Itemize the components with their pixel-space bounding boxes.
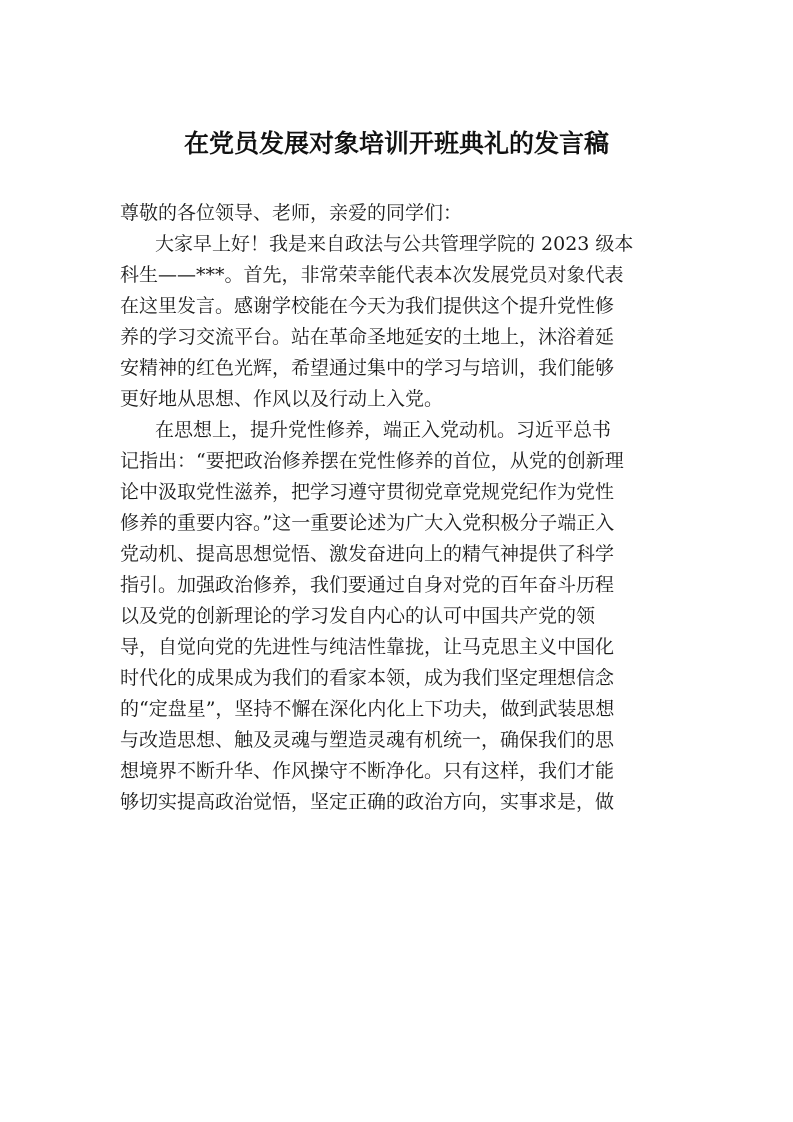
paragraph-2-line-9: 时代化的成果成为我们的看家本领，成为我们坚定理想信念	[120, 667, 615, 689]
paragraph-2-line-11: 与改造思想、触及灵魂与塑造灵魂有机统一，确保我们的思	[120, 729, 615, 751]
paragraph-2-line-5: 党动机、提高思想觉悟、激发奋进向上的精气神提供了科学	[120, 543, 615, 565]
paragraph-2-line-3: 论中汲取党性滋养，把学习遵守贯彻党章党规党纪作为党性	[120, 481, 615, 503]
paragraph-1-line-3: 在这里发言。感谢学校能在今天为我们提供这个提升党性修	[120, 295, 615, 317]
paragraph-1-line-1: 大家早上好！我是来自政法与公共管理学院的 2023 级本	[155, 233, 634, 255]
paragraph-1-line-2: 科生——***。首先，非常荣幸能代表本次发展党员对象代表	[120, 264, 624, 286]
paragraph-2-line-8: 导，自觉向党的先进性与纯洁性靠拢，让马克思主义中国化	[120, 636, 615, 658]
document-title: 在党员发展对象培训开班典礼的发言稿	[183, 129, 609, 158]
paragraph-2-line-2: 记指出：“要把政治修养摆在党性修养的首位，从党的创新理	[120, 450, 624, 472]
paragraph-2-line-7: 以及党的创新理论的学习发自内心的认可中国共产党的领	[120, 605, 596, 627]
paragraph-2-line-13: 够切实提高政治觉悟，坚定正确的政治方向，实事求是，做	[120, 791, 615, 813]
salutation-line: 尊敬的各位领导、老师，亲爱的同学们：	[120, 202, 463, 224]
paragraph-1-line-4: 养的学习交流平台。站在革命圣地延安的土地上，沐浴着延	[120, 326, 615, 348]
paragraph-2-line-4: 修养的重要内容。”这一重要论述为广大入党积极分子端正入	[120, 512, 615, 534]
paragraph-2-line-1: 在思想上，提升党性修养，端正入党动机。习近平总书	[155, 419, 612, 441]
paragraph-1-line-5: 安精神的红色光辉，希望通过集中的学习与培训，我们能够	[120, 357, 615, 379]
paragraph-2-line-12: 想境界不断升华、作风操守不断净化。只有这样，我们才能	[120, 760, 615, 782]
paragraph-1-line-6: 更好地从思想、作风以及行动上入党。	[120, 388, 444, 410]
document-body	[120, 198, 676, 818]
paragraph-2-line-6: 指引。加强政治修养，我们要通过自身对党的百年奋斗历程	[120, 574, 615, 596]
paragraph-2-line-10: 的“定盘星”，坚持不懈在深化内化上下功夫，做到武装思想	[120, 698, 615, 720]
